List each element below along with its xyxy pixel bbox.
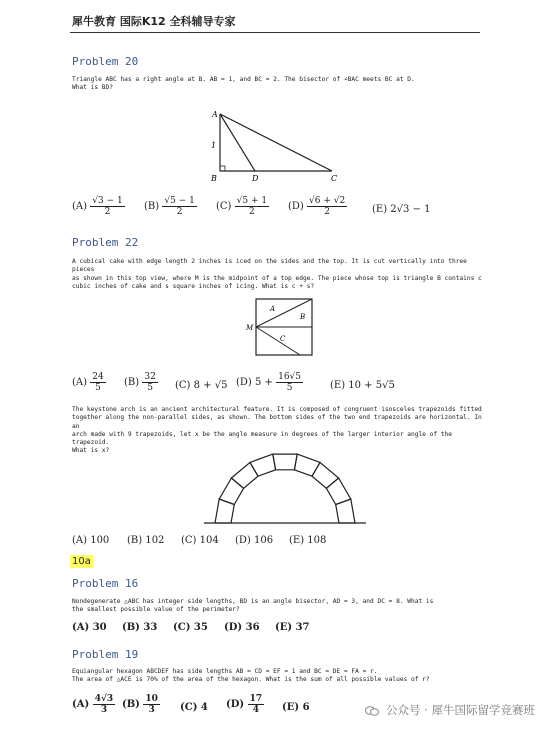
problem-16-line-2: the smallest possible value of the perimeter?: [72, 606, 240, 614]
arch-trapezoid: [250, 454, 276, 476]
problem-19-choice-d: (D) $\frac{17}{4}$: [226, 694, 263, 715]
problem-20-line-1: Triangle ABC has a right angle at B. AB = 1, and BC = 2. The bisector of ∠BAC meets BC at D.: [72, 76, 415, 83]
triangle-abc-diagram: [200, 108, 350, 186]
problem-20-title: Problem 20: [72, 55, 139, 68]
wechat-watermark: [365, 702, 535, 718]
problem-16-line-1: Nondegenerate △ABC has integer side lengths, BD is an angle bisector, AD = 3, and DC = 8. What is: [72, 598, 434, 605]
cake-top-view-diagram: [240, 295, 320, 360]
problem-19-choice-b: (B) $\frac{10}{3}$: [122, 694, 158, 715]
section-tag-10a: 10a: [72, 556, 91, 567]
problem-19-choice-e: (E) 6: [282, 702, 310, 713]
keystone-choice-e: (E) 108: [289, 535, 327, 546]
arch-trapezoid: [294, 454, 320, 476]
problem-19-choice-a: (A) $\frac{4√3}{3}$: [72, 694, 114, 715]
problem-19-choice-c: (C) 4: [180, 702, 208, 713]
problem-16-choice-c: (C) 35: [173, 622, 208, 633]
problem-22-text: [72, 258, 482, 291]
problem-16-choice-a: (A) 30: [72, 622, 107, 633]
problem-22-line-2: as shown in this top view, where M is the midpoint of a top edge. The piece whose top is triangle B contains c: [72, 274, 482, 282]
label-a: A: [212, 110, 218, 119]
wechat-icon: [365, 706, 379, 716]
problem-19-text: [72, 668, 482, 685]
problem-22-title: Problem 22: [72, 236, 139, 249]
problem-16-choice-e: (E) 37: [275, 622, 310, 633]
problem-20-choice-b: (B) $\frac{√5 - 1}{2}$: [144, 196, 195, 217]
label-b: B: [211, 174, 217, 183]
arch-trapezoid: [219, 478, 243, 505]
header-divider: [70, 32, 480, 33]
problem-16-title: Problem 16: [72, 577, 139, 590]
keystone-choice-d: (D) 106: [235, 535, 274, 546]
keystone-line-1: The keystone arch is an ancient architectural feature. It is composed of congruent isosceles trapezoids fitted: [72, 406, 482, 413]
problem-22-line-3: cubic inches of cake and s square inches of icing. What is c + s?: [72, 282, 315, 290]
arch-trapezoid: [312, 462, 339, 488]
problem-20-choice-d: (D) $\frac{√6 + √2}{2}$: [288, 196, 346, 217]
arch-trapezoid: [336, 499, 355, 523]
problem-22-choice-c: (C) 8 + √5: [175, 380, 228, 391]
keystone-line-4: What is x?: [72, 447, 110, 455]
label-d: D: [252, 174, 259, 183]
watermark-text: 公众号 · 犀牛国际留学竞赛班: [386, 703, 535, 717]
problem-19-line-1: Equiangular hexagon ABCDEF has side lengths AB = CD = EF = 1 and BC = DE = FA = r.: [72, 668, 378, 675]
keystone-choice-b: (B) 102: [127, 535, 165, 546]
problem-20-choice-a: (A) $\frac{√3 - 1}{2}$: [72, 196, 123, 217]
label-piece-a: A: [270, 305, 276, 313]
problem-19-title: Problem 19: [72, 648, 139, 661]
keystone-arch-diagram: [200, 445, 370, 527]
problem-20-text: [72, 76, 482, 93]
keystone-line-2: together along the non-parallel sides, as shown. The bottom sides of the two end trapezoids are horizontal. In an: [72, 414, 482, 430]
keystone-choice-c: (C) 104: [181, 535, 219, 546]
keystone-choice-a: (A) 100: [72, 535, 110, 546]
arch-trapezoid: [273, 454, 297, 470]
label-side-1: 1: [211, 141, 217, 150]
label-m: M: [246, 324, 254, 332]
keystone-line-3: arch made with 9 trapezoids, let x be the angle measure in degrees of the larger interior angle of the trapezoid.: [72, 430, 452, 447]
problem-16-text: [72, 598, 482, 615]
problem-19-line-2: The area of △ACE is 70% of the area of the hexagon. What is the sum of all possible values of r?: [72, 676, 430, 684]
label-piece-b: B: [300, 313, 306, 321]
problem-16-choice-d: (D) 36: [224, 622, 260, 633]
label-piece-c: C: [280, 335, 286, 343]
problem-22-choice-d: (D) 5 + $\frac{16√5}{5}$: [236, 372, 302, 393]
problem-22-choice-e: (E) 10 + 5√5: [330, 380, 395, 391]
arch-trapezoid: [231, 462, 258, 488]
problem-20-choice-c: (C) $\frac{√5 + 1}{2}$: [216, 196, 268, 217]
arch-trapezoid: [215, 499, 234, 523]
problem-16-choice-b: (B) 33: [122, 622, 158, 633]
problem-22-choice-b: (B) $\frac{32}{5}$: [124, 372, 156, 393]
page-header-title: 犀牛教育 国际K12 全科辅导专家: [72, 15, 236, 28]
problem-20-choice-e: (E) 2√3 − 1: [372, 204, 431, 215]
problem-22-line-1: A cubical cake with edge length 2 inches is iced on the sides and the top. It is cut vertically into three pieces: [72, 258, 467, 274]
problem-20-line-2: What is BD?: [72, 84, 113, 92]
label-c: C: [331, 174, 338, 183]
problem-22-choice-a: (A) $\frac{24}{5}$: [72, 372, 104, 393]
